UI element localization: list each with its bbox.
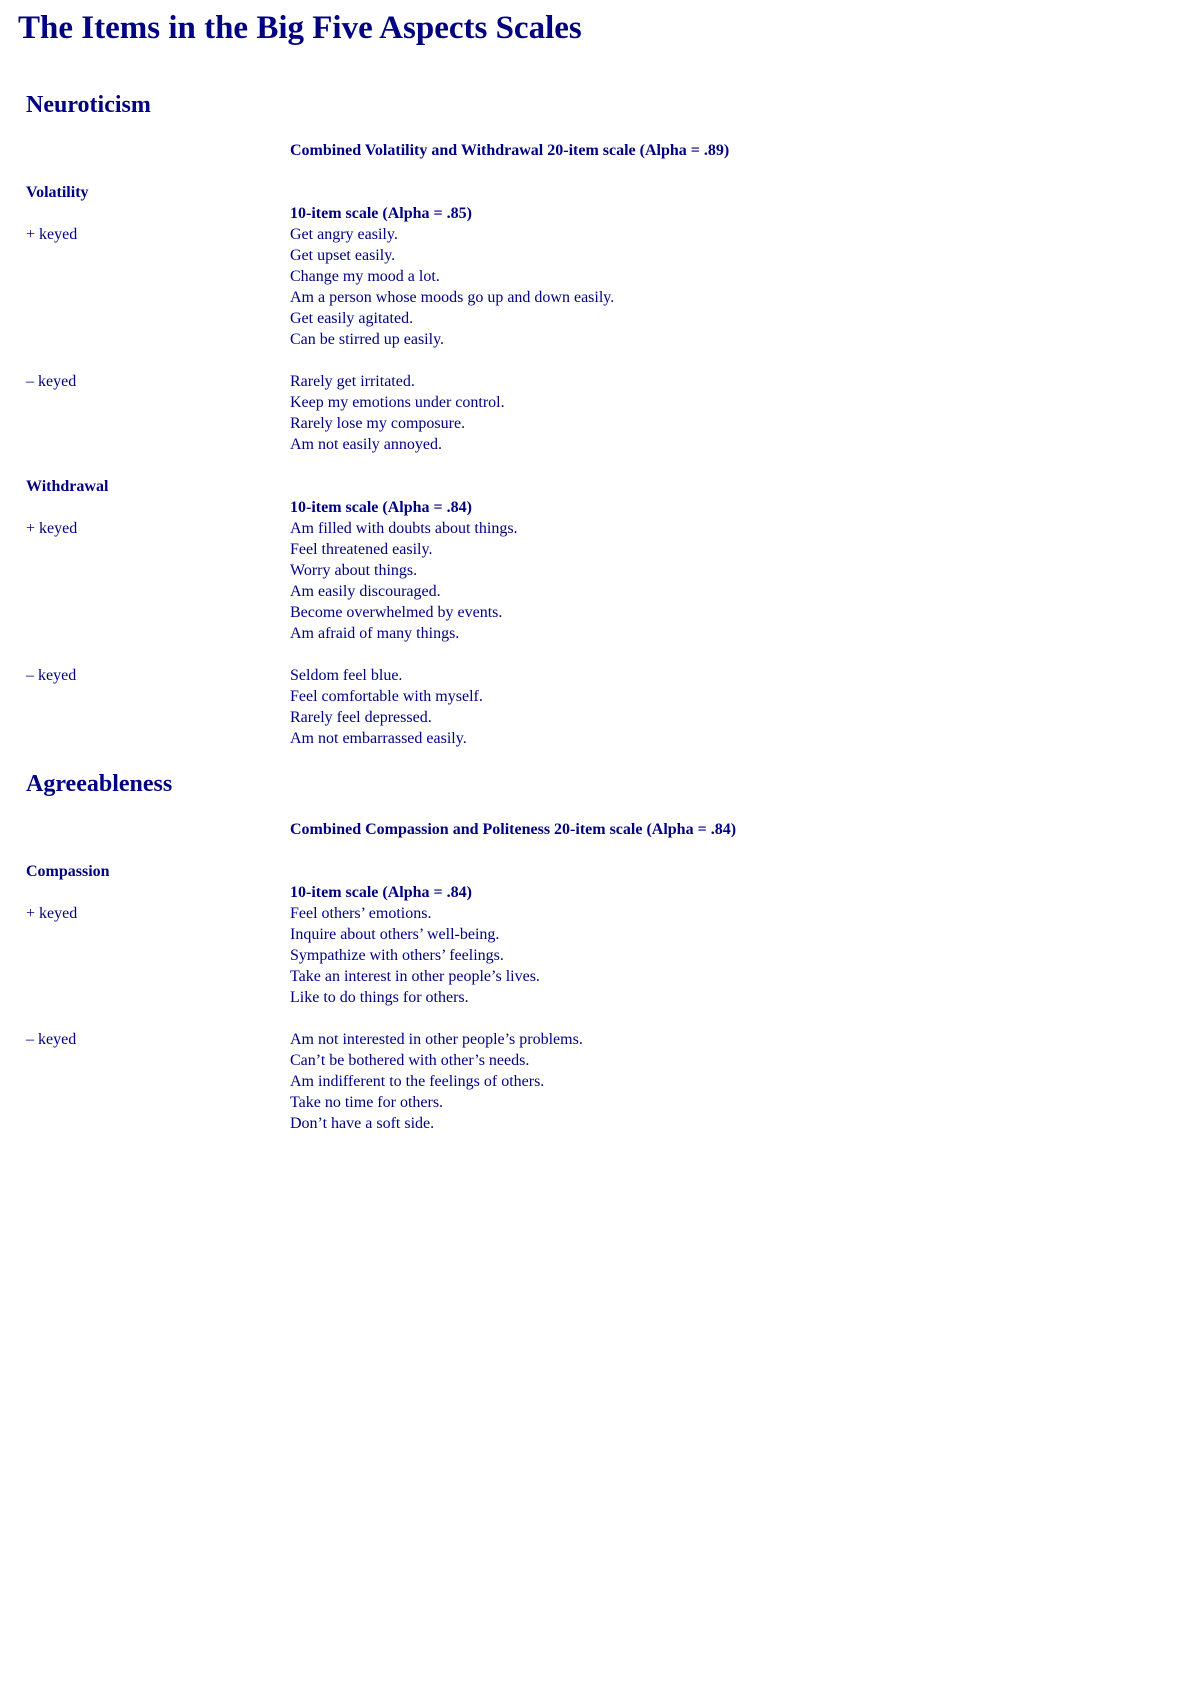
list-item: Keep my emotions under control. [290,394,505,411]
page-title: The Items in the Big Five Aspects Scales [18,10,582,46]
plus-keyed-group [26,224,1176,350]
aspect-title: Volatility [26,184,89,201]
item-list [290,518,518,644]
list-item: Rarely lose my composure. [290,415,466,432]
minus-keyed-label: – keyed [26,373,77,390]
list-item: Rarely get irritated. [290,373,415,390]
list-item: Take no time for others. [290,1094,444,1111]
list-item: Am not embarrassed easily. [290,730,467,747]
list-item: Feel others’ emotions. [290,905,432,922]
list-item: Am afraid of many things. [290,625,460,642]
plus-keyed-group [26,518,1176,644]
minus-keyed-group [26,371,1176,455]
item-list [290,665,483,749]
list-item: Sympathize with others’ feelings. [290,947,504,964]
aspect-compassion [26,861,1176,1134]
item-list [290,224,614,350]
aspect-withdrawal [26,476,1176,749]
list-item: Rarely feel depressed. [290,709,432,726]
list-item: Become overwhelmed by events. [290,604,503,621]
list-item: Don’t have a soft side. [290,1115,435,1132]
item-list [290,1029,583,1134]
list-item: Like to do things for others. [290,989,469,1006]
section-title: Neuroticism [26,92,151,118]
section-neuroticism [26,90,1176,749]
aspect-scale-label: 10-item scale (Alpha = .85) [290,205,472,222]
list-item: Feel comfortable with myself. [290,688,483,705]
aspect-volatility [26,182,1176,455]
aspect-scale-label: 10-item scale (Alpha = .84) [290,884,472,901]
aspect-scale-label: 10-item scale (Alpha = .84) [290,499,472,516]
section-agreeableness [26,769,1176,1134]
list-item: Inquire about others’ well-being. [290,926,500,943]
list-item: Get easily agitated. [290,310,414,327]
list-item: Feel threatened easily. [290,541,433,558]
minus-keyed-label: – keyed [26,667,77,684]
combined-scale-label: Combined Compassion and Politeness 20-item scale (Alpha = .84) [290,821,737,838]
list-item: Can be stirred up easily. [290,331,445,348]
list-item: Worry about things. [290,562,418,579]
list-item: Get upset easily. [290,247,396,264]
list-item: Am filled with doubts about things. [290,520,518,537]
plus-keyed-label: + keyed [26,520,78,537]
aspect-title: Compassion [26,863,110,880]
list-item: Take an interest in other people’s lives. [290,968,540,985]
list-item: Get angry easily. [290,226,398,243]
plus-keyed-label: + keyed [26,905,78,922]
plus-keyed-label: + keyed [26,226,78,243]
aspect-title: Withdrawal [26,478,109,495]
list-item: Am not easily annoyed. [290,436,442,453]
list-item: Can’t be bothered with other’s needs. [290,1052,530,1069]
section-title: Agreeableness [26,771,173,797]
combined-scale-label: Combined Volatility and Withdrawal 20-item scale (Alpha = .89) [290,142,730,159]
list-item: Am a person whose moods go up and down easily. [290,289,615,306]
plus-keyed-group [26,903,1176,1008]
list-item: Am not interested in other people’s problems. [290,1031,583,1048]
list-item: Change my mood a lot. [290,268,440,285]
list-item: Seldom feel blue. [290,667,403,684]
minus-keyed-group [26,665,1176,749]
item-list [290,371,505,455]
minus-keyed-label: – keyed [26,1031,77,1048]
item-list [290,903,540,1008]
list-item: Am indifferent to the feelings of others. [290,1073,545,1090]
list-item: Am easily discouraged. [290,583,441,600]
minus-keyed-group [26,1029,1176,1134]
